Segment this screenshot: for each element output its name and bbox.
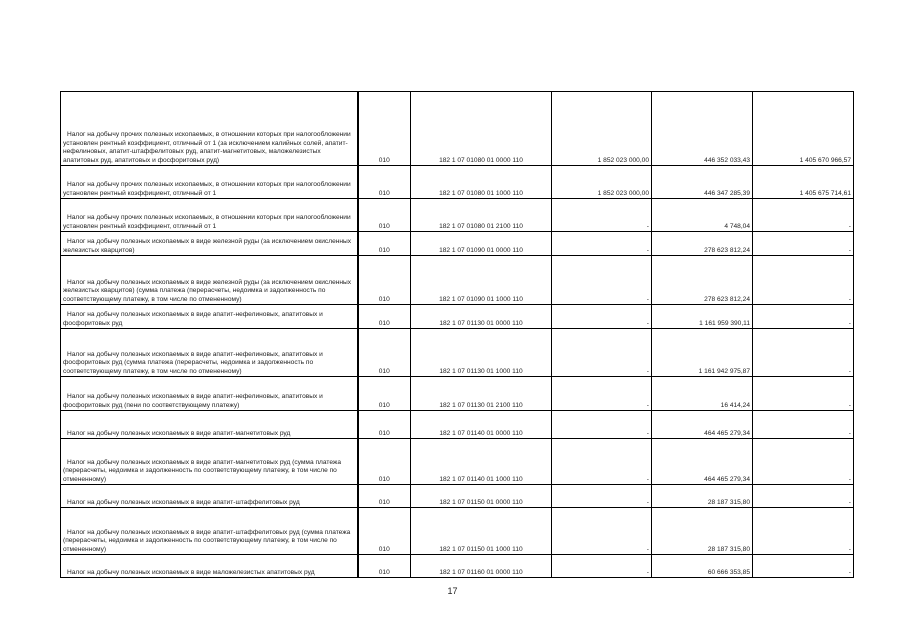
row-kbk: 182 1 07 01150 01 0000 110: [411, 485, 552, 508]
table-row: [61, 411, 854, 439]
row-code: 010: [358, 199, 411, 232]
table-row: [61, 166, 854, 199]
table-row: [61, 439, 854, 485]
row-executed: 28 187 315,80: [652, 508, 753, 555]
row-unexecuted: -: [753, 508, 854, 555]
row-kbk: 182 1 07 01080 01 0000 110: [411, 92, 552, 166]
page-number: 17: [447, 586, 458, 596]
row-approved: -: [552, 555, 652, 578]
row-approved: 1 852 023 000,00: [552, 166, 652, 199]
table-row: [61, 555, 854, 578]
row-approved: 1 852 023 000,00: [552, 92, 652, 166]
row-code: 010: [358, 439, 411, 485]
row-executed: 16 414,24: [652, 377, 753, 411]
row-kbk: 182 1 07 01080 01 1000 110: [411, 166, 552, 199]
table-row: [61, 485, 854, 508]
row-approved: -: [552, 305, 652, 329]
row-approved: -: [552, 232, 652, 256]
row-kbk: 182 1 07 01150 01 1000 110: [411, 508, 552, 555]
row-unexecuted: -: [753, 555, 854, 578]
row-name: Налог на добычу полезных ископаемых в виде маложелезистых апатитовых руд: [61, 555, 358, 578]
table-row: [61, 232, 854, 256]
row-approved: -: [552, 329, 652, 377]
row-executed: 464 465 279,34: [652, 439, 753, 485]
table-row: [61, 305, 854, 329]
row-approved: -: [552, 377, 652, 411]
row-executed: 1 161 942 975,87: [652, 329, 753, 377]
row-code: 010: [358, 555, 411, 578]
revenue-table: [60, 91, 854, 578]
row-unexecuted: -: [753, 256, 854, 305]
row-unexecuted: 1 405 675 714,61: [753, 166, 854, 199]
row-name: Налог на добычу полезных ископаемых в виде апатит-нефелиновых, апатитовых и фосфоритовых руд: [61, 305, 358, 329]
report-table-container: [60, 91, 853, 578]
row-unexecuted: -: [753, 305, 854, 329]
row-code: 010: [358, 92, 411, 166]
row-kbk: 182 1 07 01130 01 0000 110: [411, 305, 552, 329]
row-name: Налог на добычу полезных ископаемых в виде апатит-нефелиновых, апатитовых и фосфоритовых руд (сумма платежа (перерасчеты, недоимка и задолженность по соответствующему платежу, в том числе по отмененному): [61, 329, 358, 377]
table-row: [61, 508, 854, 555]
row-code: 010: [358, 256, 411, 305]
row-name: Налог на добычу полезных ископаемых в виде апатит-штаффелитовых руд: [61, 485, 358, 508]
table-row: [61, 329, 854, 377]
row-executed: 278 623 812,24: [652, 232, 753, 256]
row-executed: 446 347 285,39: [652, 166, 753, 199]
table-row: [61, 92, 854, 166]
row-code: 010: [358, 411, 411, 439]
row-kbk: 182 1 07 01140 01 0000 110: [411, 411, 552, 439]
row-code: 010: [358, 166, 411, 199]
row-name: Налог на добычу полезных ископаемых в виде железной руды (за исключением окисленных железистых кварцитов) (сумма платежа (перерасчеты, недоимка и задолженность по соответствующему платежу, в том числе по отмененному): [61, 256, 358, 305]
row-code: 010: [358, 485, 411, 508]
row-name: Налог на добычу полезных ископаемых в виде апатит-магнетитовых руд (сумма платежа (перерасчеты, недоимка и задолженность по соответствующему платежу, в том числе по отмененному): [61, 439, 358, 485]
row-approved: -: [552, 439, 652, 485]
row-kbk: 182 1 07 01140 01 1000 110: [411, 439, 552, 485]
table-row: [61, 199, 854, 232]
row-executed: 446 352 033,43: [652, 92, 753, 166]
row-name: Налог на добычу прочих полезных ископаемых, в отношении которых при налогообложении установлен рентный коэффициент, отличный от 1: [61, 199, 358, 232]
row-executed: 4 748,04: [652, 199, 753, 232]
row-approved: -: [552, 485, 652, 508]
row-unexecuted: -: [753, 377, 854, 411]
row-approved: -: [552, 508, 652, 555]
row-kbk: 182 1 07 01130 01 1000 110: [411, 329, 552, 377]
row-name: Налог на добычу полезных ископаемых в виде апатит-магнетитовых руд: [61, 411, 358, 439]
row-code: 010: [358, 305, 411, 329]
row-unexecuted: -: [753, 411, 854, 439]
row-executed: 60 666 353,85: [652, 555, 753, 578]
row-kbk: 182 1 07 01160 01 0000 110: [411, 555, 552, 578]
row-unexecuted: -: [753, 439, 854, 485]
row-executed: 278 623 812,24: [652, 256, 753, 305]
row-unexecuted: -: [753, 329, 854, 377]
row-kbk: 182 1 07 01090 01 0000 110: [411, 232, 552, 256]
row-approved: -: [552, 199, 652, 232]
row-unexecuted: -: [753, 232, 854, 256]
row-name: Налог на добычу прочих полезных ископаемых, в отношении которых при налогообложении установлен рентный коэффициент, отличный от 1: [61, 166, 358, 199]
row-code: 010: [358, 232, 411, 256]
row-executed: 28 187 315,80: [652, 485, 753, 508]
row-code: 010: [358, 377, 411, 411]
row-executed: 1 161 959 390,11: [652, 305, 753, 329]
row-approved: -: [552, 256, 652, 305]
row-unexecuted: -: [753, 485, 854, 508]
table-row: [61, 256, 854, 305]
table-row: [61, 377, 854, 411]
row-unexecuted: 1 405 670 966,57: [753, 92, 854, 166]
row-unexecuted: -: [753, 199, 854, 232]
row-name: Налог на добычу полезных ископаемых в виде апатит-нефелиновых, апатитовых и фосфоритовых руд (пени по соответствующему платежу): [61, 377, 358, 411]
row-kbk: 182 1 07 01080 01 2100 110: [411, 199, 552, 232]
row-kbk: 182 1 07 01130 01 2100 110: [411, 377, 552, 411]
row-name: Налог на добычу прочих полезных ископаемых, в отношении которых при налогообложении установлен рентный коэффициент, отличный от 1 (за исключением калийных солей, апатит-нефелиновых, апатит-штаффелитовых руд, апатит-магнетитовых, маложелезистых апатитовых руд, апатитовых и фосфоритовых руд): [61, 92, 358, 166]
row-code: 010: [358, 508, 411, 555]
row-kbk: 182 1 07 01090 01 1000 110: [411, 256, 552, 305]
row-name: Налог на добычу полезных ископаемых в виде апатит-штаффелитовых руд (сумма платежа (перерасчеты, недоимка и задолженность по соответствующему платежу, в том числе по отмененному): [61, 508, 358, 555]
row-approved: -: [552, 411, 652, 439]
row-name: Налог на добычу полезных ископаемых в виде железной руды (за исключением окисленных железистых кварцитов): [61, 232, 358, 256]
row-code: 010: [358, 329, 411, 377]
row-executed: 464 465 279,34: [652, 411, 753, 439]
